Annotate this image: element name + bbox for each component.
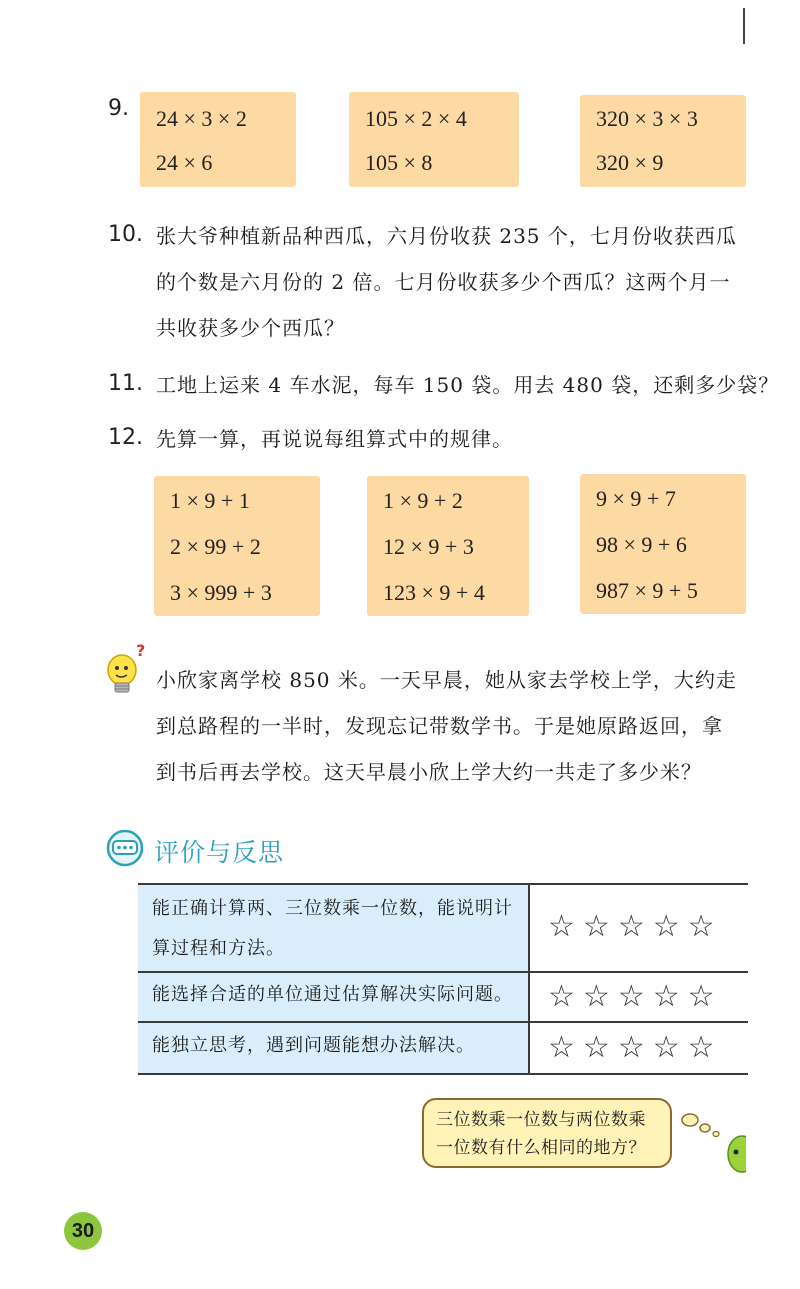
q12-box-2-line-2: 12 × 9 + 3 bbox=[383, 534, 474, 559]
q9-box-1-line-2: 24 × 6 bbox=[156, 150, 213, 175]
bubble-line-2: 一位数有什么相同的地方？ bbox=[436, 1138, 646, 1158]
criterion-1 bbox=[138, 883, 528, 971]
table-column-divider bbox=[528, 883, 530, 1075]
star-icon[interactable]: ☆ bbox=[548, 979, 575, 1014]
q12-box-3-line-1: 9 × 9 + 7 bbox=[596, 486, 676, 511]
q9-box-3-line-1: 320 × 3 × 3 bbox=[596, 106, 698, 131]
q10-line-1: 张大爷种植新品种西瓜，六月份收获 235 个，七月份收获西瓜 bbox=[156, 224, 737, 248]
q9-box-1-line-1: 24 × 3 × 2 bbox=[156, 106, 247, 131]
think-line-1: 小欣家离学校 850 米。一天早晨，她从家去学校上学，大约走 bbox=[156, 668, 737, 692]
q11-text: 工地上运来 4 车水泥，每车 150 袋。用去 480 袋，还剩多少袋？ bbox=[156, 373, 780, 397]
q12-box-1-line-2: 2 × 99 + 2 bbox=[170, 534, 261, 559]
q9-box-3-line-2: 320 × 9 bbox=[596, 150, 664, 175]
q12-box-3-line-2: 98 × 9 + 6 bbox=[596, 532, 687, 557]
thought-dots-and-character-icon bbox=[676, 1110, 746, 1180]
page-edge-line bbox=[743, 8, 745, 44]
q12-box-1-line-1: 1 × 9 + 1 bbox=[170, 488, 250, 513]
star-icon[interactable]: ☆ bbox=[652, 909, 680, 944]
bubble-line-1: 三位数乘一位数与两位数乘 bbox=[436, 1110, 646, 1130]
criterion-3-line-1: 能独立思考，遇到问题能想办法解决。 bbox=[152, 1035, 475, 1056]
criterion-2-line-1: 能选择合适的单位通过估算解决实际问题。 bbox=[152, 984, 513, 1005]
think-line-2: 到总路程的一半时，发现忘记带数学书。于是她原路返回，拿 bbox=[156, 714, 723, 738]
star-icon[interactable]: ☆ bbox=[687, 1030, 715, 1065]
q10-line-3: 共收获多少个西瓜？ bbox=[156, 316, 345, 340]
q9-box-2-line-2: 105 × 8 bbox=[365, 150, 433, 175]
star-icon[interactable]: ☆ bbox=[652, 979, 680, 1014]
q9-box-2 bbox=[349, 92, 519, 187]
section-title: 评价与反思 bbox=[154, 838, 285, 867]
evaluation-row-2 bbox=[138, 973, 748, 1021]
q12-box-2 bbox=[367, 476, 529, 616]
star-rating-3 bbox=[530, 1023, 748, 1073]
speech-bubble-icon bbox=[104, 830, 146, 868]
q12-text: 先算一算，再说说每组算式中的规律。 bbox=[156, 427, 513, 451]
q12-box-1 bbox=[154, 476, 320, 616]
table-divider bbox=[138, 971, 748, 973]
q9-box-1 bbox=[140, 92, 296, 187]
q9-box-2-line-1: 105 × 2 × 4 bbox=[365, 106, 467, 131]
thought-bubble bbox=[422, 1098, 672, 1168]
evaluation-row-3 bbox=[138, 1023, 748, 1073]
evaluation-table bbox=[138, 883, 748, 1075]
star-icon[interactable]: ☆ bbox=[582, 909, 610, 944]
q10-line-2: 的个数是六月份的 2 倍。七月份收获多少个西瓜？这两个月一 bbox=[156, 270, 731, 294]
question-9-number: 9. bbox=[108, 96, 129, 121]
table-border-bottom bbox=[138, 1073, 748, 1075]
table-border-top bbox=[138, 883, 748, 885]
question-10-number: 10. bbox=[108, 222, 143, 247]
star-icon[interactable]: ☆ bbox=[617, 909, 645, 944]
criterion-1-line-1: 能正确计算两、三位数乘一位数，能说明计 bbox=[152, 898, 513, 919]
q12-box-3-line-3: 987 × 9 + 5 bbox=[596, 578, 698, 603]
star-icon[interactable]: ☆ bbox=[617, 1030, 645, 1065]
question-11-number: 11. bbox=[108, 371, 143, 396]
star-icon[interactable]: ☆ bbox=[617, 979, 645, 1014]
q12-box-2-line-1: 1 × 9 + 2 bbox=[383, 488, 463, 513]
question-12-number: 12. bbox=[108, 425, 143, 450]
q12-box-1-line-3: 3 × 999 + 3 bbox=[170, 580, 272, 605]
star-icon[interactable]: ☆ bbox=[548, 1030, 575, 1065]
star-icon[interactable]: ☆ bbox=[582, 1030, 610, 1065]
q12-box-2-line-3: 123 × 9 + 4 bbox=[383, 580, 485, 605]
criterion-1-line-2: 算过程和方法。 bbox=[152, 938, 285, 959]
q12-box-3 bbox=[580, 474, 746, 614]
svg-text:?: ? bbox=[136, 642, 146, 660]
think-line-3: 到书后再去学校。这天早晨小欣上学大约一共走了多少米？ bbox=[156, 760, 702, 784]
star-icon[interactable]: ☆ bbox=[652, 1030, 680, 1065]
criterion-3 bbox=[138, 1023, 528, 1073]
star-icon[interactable]: ☆ bbox=[548, 909, 575, 944]
page-number-badge: 30 bbox=[64, 1212, 102, 1250]
star-rating-2 bbox=[530, 973, 748, 1021]
star-icon[interactable]: ☆ bbox=[687, 909, 715, 944]
criterion-2 bbox=[138, 973, 528, 1021]
lightbulb-question-icon bbox=[102, 642, 148, 706]
q9-box-3 bbox=[580, 95, 746, 187]
table-divider bbox=[138, 1021, 748, 1023]
star-icon[interactable]: ☆ bbox=[582, 979, 610, 1014]
star-icon[interactable]: ☆ bbox=[687, 979, 715, 1014]
evaluation-row-1 bbox=[138, 883, 748, 971]
star-rating-1 bbox=[530, 883, 748, 971]
